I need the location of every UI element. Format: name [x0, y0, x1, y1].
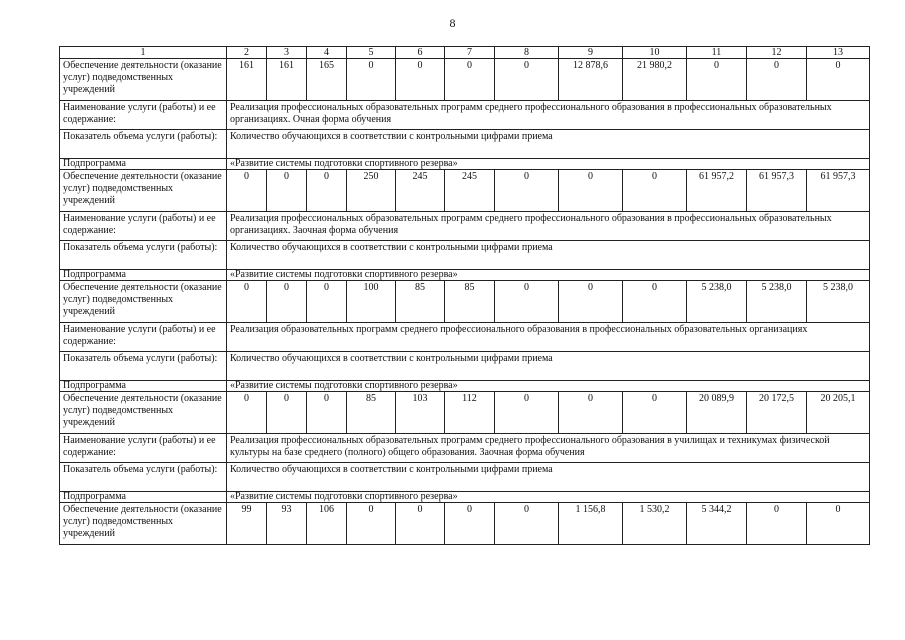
value-cell: 0 — [559, 170, 623, 212]
value-cell: 99 — [227, 503, 267, 545]
service-info-row — [60, 323, 870, 352]
value-cell: 61 957,2 — [687, 170, 747, 212]
value-cell: 20 172,5 — [747, 392, 807, 434]
value-cell: 0 — [396, 59, 445, 101]
value-cell: 0 — [687, 59, 747, 101]
value-cell: 0 — [559, 281, 623, 323]
value-cell: 5 344,2 — [687, 503, 747, 545]
column-number-header: 10 — [623, 47, 687, 59]
value-cell: 0 — [347, 59, 396, 101]
value-cell: 0 — [559, 392, 623, 434]
subprogram-row — [60, 381, 870, 392]
funding-row — [60, 170, 870, 212]
column-number-header: 4 — [307, 47, 347, 59]
value-cell: 0 — [227, 170, 267, 212]
value-cell: 0 — [267, 170, 307, 212]
row-label: Обеспечение деятельности (оказание услуг) подведомственных учреждений — [60, 392, 227, 434]
service-info-row — [60, 463, 870, 492]
value-cell: 0 — [227, 281, 267, 323]
value-cell: 61 957,3 — [807, 170, 870, 212]
value-cell: 85 — [445, 281, 495, 323]
value-cell: 20 205,1 — [807, 392, 870, 434]
value-cell: 161 — [267, 59, 307, 101]
header-row — [60, 47, 870, 59]
service-description: Реализация образовательных программ среднего профессионального образования в профессиональных образовательных организациях — [227, 323, 870, 352]
row-label: Наименование услуги (работы) и ее содержание: — [60, 323, 227, 352]
column-number-header: 7 — [445, 47, 495, 59]
service-info-row — [60, 352, 870, 381]
row-label: Обеспечение деятельности (оказание услуг) подведомственных учреждений — [60, 503, 227, 545]
value-cell: 0 — [623, 281, 687, 323]
value-cell: 0 — [267, 392, 307, 434]
row-label: Подпрограмма — [60, 159, 227, 170]
value-cell: 0 — [307, 281, 347, 323]
column-number-header: 11 — [687, 47, 747, 59]
funding-row — [60, 59, 870, 101]
value-cell: 93 — [267, 503, 307, 545]
value-cell: 0 — [495, 503, 559, 545]
funding-row — [60, 503, 870, 545]
value-cell: 0 — [445, 59, 495, 101]
service-description: Количество обучающихся в соответствии с контрольными цифрами приема — [227, 463, 870, 492]
service-info-row — [60, 434, 870, 463]
row-label: Подпрограмма — [60, 381, 227, 392]
value-cell: 0 — [495, 392, 559, 434]
column-number-header: 1 — [60, 47, 227, 59]
column-number-header: 2 — [227, 47, 267, 59]
row-label: Подпрограмма — [60, 270, 227, 281]
value-cell: 0 — [495, 281, 559, 323]
value-cell: 85 — [396, 281, 445, 323]
column-number-header: 3 — [267, 47, 307, 59]
subprogram-row — [60, 270, 870, 281]
subprogram-name: «Развитие системы подготовки спортивного резерва» — [227, 159, 870, 170]
service-info-row — [60, 212, 870, 241]
value-cell: 5 238,0 — [747, 281, 807, 323]
column-number-header: 5 — [347, 47, 396, 59]
row-label: Показатель объема услуги (работы): — [60, 352, 227, 381]
subprogram-row — [60, 159, 870, 170]
value-cell: 0 — [747, 503, 807, 545]
row-label: Подпрограмма — [60, 492, 227, 503]
value-cell: 61 957,3 — [747, 170, 807, 212]
value-cell: 100 — [347, 281, 396, 323]
row-label: Обеспечение деятельности (оказание услуг) подведомственных учреждений — [60, 59, 227, 101]
value-cell: 0 — [307, 170, 347, 212]
value-cell: 106 — [307, 503, 347, 545]
service-description: Реализация профессиональных образовательных программ среднего профессионального образования в училищах и техникумах физической культуры на базе среднего (полного) общего образования. Заочная форма обучения — [227, 434, 870, 463]
service-description: Реализация профессиональных образовательных программ среднего профессионального образования в профессиональных образовательных организациях. Очная форма обучения — [227, 101, 870, 130]
budget-table — [59, 46, 870, 545]
value-cell: 12 878,6 — [559, 59, 623, 101]
value-cell: 0 — [347, 503, 396, 545]
column-number-header: 12 — [747, 47, 807, 59]
value-cell: 0 — [495, 59, 559, 101]
value-cell: 245 — [396, 170, 445, 212]
service-description: Количество обучающихся в соответствии с контрольными цифрами приема — [227, 241, 870, 270]
row-label: Наименование услуги (работы) и ее содержание: — [60, 101, 227, 130]
value-cell: 20 089,9 — [687, 392, 747, 434]
row-label: Наименование услуги (работы) и ее содержание: — [60, 212, 227, 241]
row-label: Наименование услуги (работы) и ее содержание: — [60, 434, 227, 463]
row-label: Показатель объема услуги (работы): — [60, 463, 227, 492]
value-cell: 161 — [227, 59, 267, 101]
value-cell: 1 156,8 — [559, 503, 623, 545]
service-description: Количество обучающихся в соответствии с контрольными цифрами приема — [227, 352, 870, 381]
column-number-header: 6 — [396, 47, 445, 59]
value-cell: 85 — [347, 392, 396, 434]
subprogram-name: «Развитие системы подготовки спортивного резерва» — [227, 381, 870, 392]
value-cell: 245 — [445, 170, 495, 212]
value-cell: 0 — [445, 503, 495, 545]
service-info-row — [60, 130, 870, 159]
service-description: Количество обучающихся в соответствии с контрольными цифрами приема — [227, 130, 870, 159]
row-label: Показатель объема услуги (работы): — [60, 130, 227, 159]
value-cell: 0 — [807, 59, 870, 101]
subprogram-name: «Развитие системы подготовки спортивного резерва» — [227, 270, 870, 281]
value-cell: 5 238,0 — [687, 281, 747, 323]
value-cell: 5 238,0 — [807, 281, 870, 323]
value-cell: 0 — [495, 170, 559, 212]
column-number-header: 8 — [495, 47, 559, 59]
subprogram-name: «Развитие системы подготовки спортивного резерва» — [227, 492, 870, 503]
value-cell: 0 — [396, 503, 445, 545]
service-description: Реализация профессиональных образовательных программ среднего профессионального образования в профессиональных образовательных организациях. Заочная форма обучения — [227, 212, 870, 241]
value-cell: 0 — [747, 59, 807, 101]
subprogram-row — [60, 492, 870, 503]
value-cell: 250 — [347, 170, 396, 212]
value-cell: 0 — [623, 392, 687, 434]
value-cell: 0 — [227, 392, 267, 434]
row-label: Показатель объема услуги (работы): — [60, 241, 227, 270]
value-cell: 0 — [307, 392, 347, 434]
service-info-row — [60, 241, 870, 270]
value-cell: 165 — [307, 59, 347, 101]
row-label: Обеспечение деятельности (оказание услуг) подведомственных учреждений — [60, 281, 227, 323]
funding-row — [60, 281, 870, 323]
value-cell: 103 — [396, 392, 445, 434]
funding-row — [60, 392, 870, 434]
value-cell: 0 — [267, 281, 307, 323]
value-cell: 0 — [807, 503, 870, 545]
value-cell: 112 — [445, 392, 495, 434]
value-cell: 1 530,2 — [623, 503, 687, 545]
page-number: 8 — [449, 16, 456, 30]
column-number-header: 13 — [807, 47, 870, 59]
value-cell: 0 — [623, 170, 687, 212]
column-number-header: 9 — [559, 47, 623, 59]
value-cell: 21 980,2 — [623, 59, 687, 101]
row-label: Обеспечение деятельности (оказание услуг) подведомственных учреждений — [60, 170, 227, 212]
service-info-row — [60, 101, 870, 130]
